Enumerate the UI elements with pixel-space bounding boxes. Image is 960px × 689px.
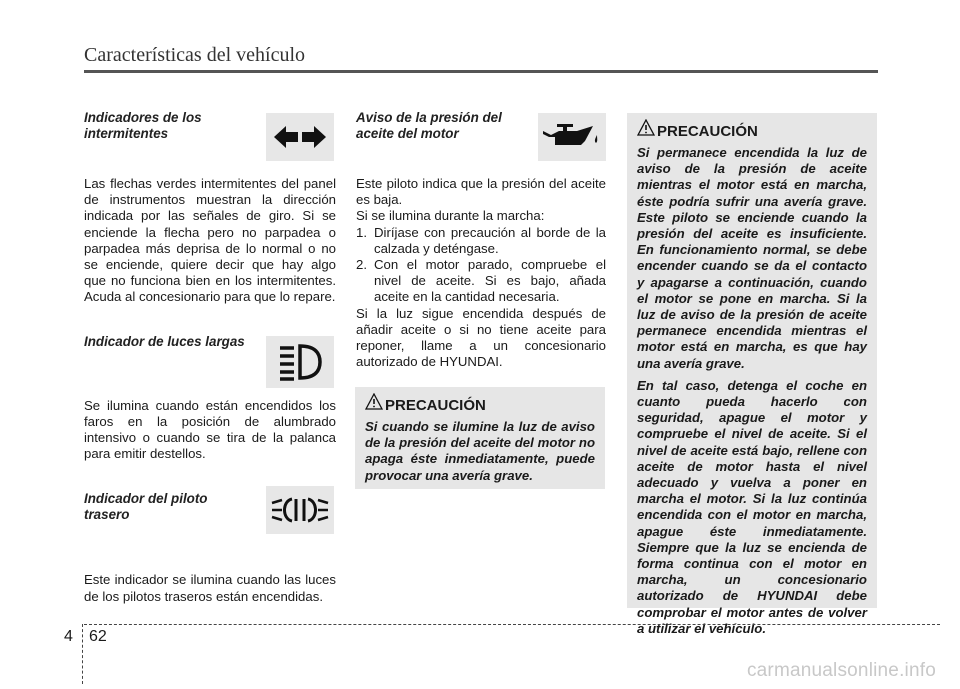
caution-box-oil-detail [627, 113, 877, 636]
oil-pressure-lead: Si se ilumina durante la marcha: [356, 208, 545, 224]
warning-triangle-icon [637, 119, 655, 142]
section-header-title: Características del vehículo [84, 44, 306, 66]
footer-divider [82, 624, 83, 684]
list-item: 1. Diríjase con precaución al borde de la calzada y deténgase. [356, 224, 606, 256]
chapter-number: 4 [64, 628, 73, 645]
high-beam-body: Se ilumina cuando están encendidos los faros en la posición de alumbrado intensivo o cuando se tira de la palanca para emitir destellos. [84, 397, 336, 462]
caution-paragraph-1: Si permanece encendida la luz de aviso de la presión de aceite mientras el motor está en marcha, éste podría sufrir una avería grave. Este piloto se enciende cuando la presión del aceite es insuficiente. En funcionamiento normal, se debe encender cuando se da el contacto y apagarse a continuación, cuando el motor se pone en marcha. Si la luz de aviso de la presión de aceite permanece encendida mientras el motor está en marcha, es que hay una avería grave. [637, 145, 867, 371]
caution-paragraph-2: En tal caso, detenga el coche en cuanto pueda hacerlo con seguridad, apague el motor y compruebe el nivel de aceite. Si el nivel de aceite está bajo, rellene con aceite de motor hasta el nivel adecuado y vuelva a poner en marcha el motor. Si la luz continúa encendida con el motor en marcha, apague éste inmediatamente. Siempre que la luz se encienda de forma continua con el motor en marcha, un concesionario autorizado de HYUNDAI debe comprobar el motor antes de volver a utilizar el vehículo. [637, 377, 867, 636]
high-beam-title: Indicador de luces largas [84, 333, 245, 349]
header-rule [84, 70, 878, 73]
caution-text: Si cuando se ilumine la luz de aviso de la presión del aceite del motor no apaga éste inmediatamente, puede provocar una avería grave. [365, 419, 595, 483]
oil-pressure-title: Aviso de la presión del aceite del motor [356, 110, 502, 141]
list-item: 2. Con el motor parado, compruebe el nivel de aceite. Si es bajo, añada aceite en la cantidad necesaria. [356, 257, 606, 305]
tail-light-title: Indicador del piloto trasero [84, 491, 208, 523]
oil-pressure-icon [538, 113, 606, 161]
oil-pressure-steps [356, 225, 606, 306]
caution-box-oil [355, 387, 605, 489]
high-beam-icon [266, 336, 334, 388]
turn-signal-arrows-icon [266, 113, 334, 161]
oil-pressure-outro: Si la luz sigue encendida después de añadir aceite o si no tiene aceite para reponer, llame a un concesionario autorizado de HYUNDAI. [356, 305, 606, 370]
turn-signal-body: Las flechas verdes intermitentes del panel de instrumentos muestran la dirección indicada por las señales de giro. Si se enciende la flecha pero no parpadea o parpadea más deprisa de lo normal o no se enciende, quiere decir que hay algo que no funciona bien en los intermitentes. Acuda al concesionario para que lo repare. [84, 176, 336, 305]
page-number: 62 [89, 628, 107, 645]
tail-light-body: Este indicador se ilumina cuando las luces de los pilotos traseros están encendidas. [84, 572, 336, 604]
footer-rule [84, 624, 940, 625]
turn-signal-title: Indicadores de los intermitentes [84, 110, 202, 141]
oil-pressure-intro: Este piloto indica que la presión del aceite es baja. [356, 176, 606, 208]
tail-light-icon [266, 486, 334, 534]
watermark: carmanualsonline.info [746, 660, 936, 681]
caution-title: PRECAUCIÓN [365, 397, 595, 415]
caution-title: PRECAUCIÓN [637, 123, 867, 141]
warning-triangle-icon [365, 393, 383, 416]
